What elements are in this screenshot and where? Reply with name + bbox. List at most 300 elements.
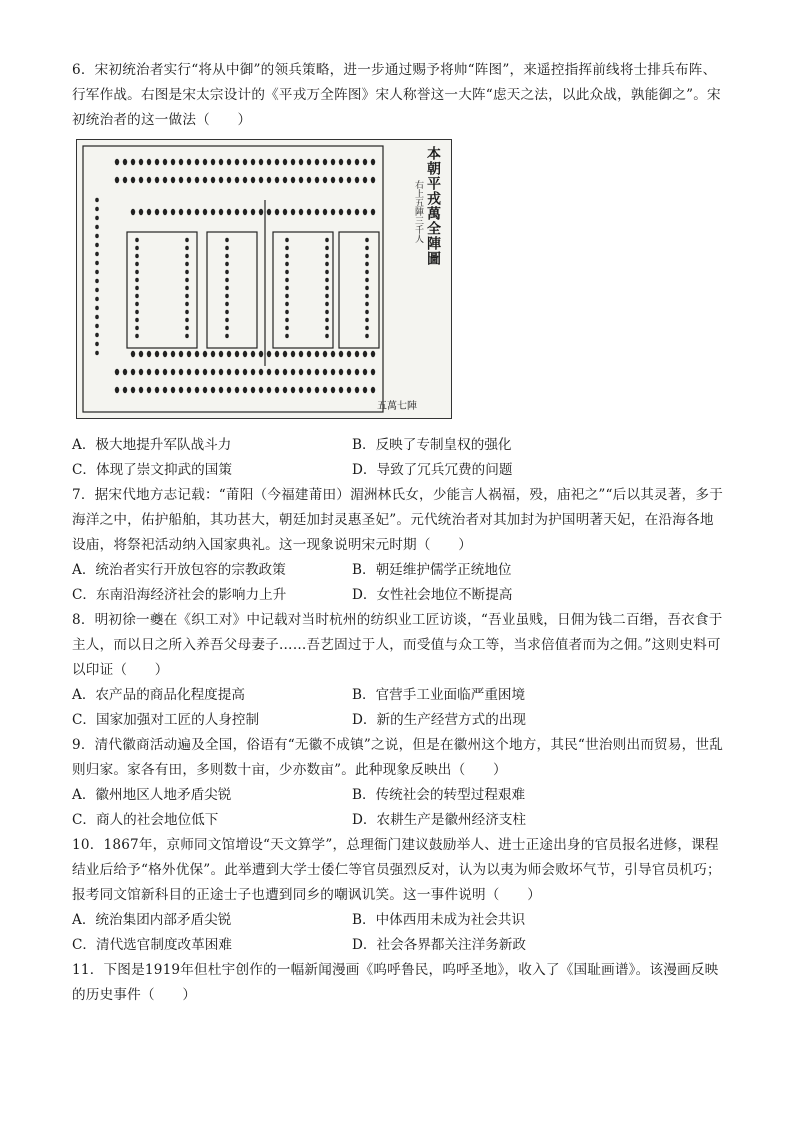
soldier-dot [285, 326, 289, 330]
soldier-dot [331, 351, 335, 357]
option-d[interactable]: D．女性社会地位不断提高 [352, 587, 513, 603]
soldier-dot [325, 246, 329, 250]
soldier-dot [251, 177, 255, 183]
option-a[interactable]: A．统治集团内部矛盾尖锐 [72, 912, 232, 928]
soldier-dot [243, 177, 247, 183]
option-d[interactable]: D．新的生产经营方式的出现 [352, 712, 527, 728]
soldier-dot [95, 261, 99, 265]
soldier-dot [323, 209, 327, 215]
soldier-dot [243, 369, 247, 375]
soldier-dot [251, 159, 255, 165]
soldier-dot [285, 318, 289, 322]
question-9-stem: 9．清代徽商活动遍及全国，俗语有“无徽不成镇”之说，但是在徽州这个地方，其民“世治则出而贸易，世乱则归家。家各有田，多则数十亩，少亦数亩”。此种现象反映出（ ） [72, 737, 724, 778]
soldier-dot [267, 351, 271, 357]
soldier-dot [195, 351, 199, 357]
soldier-dot [95, 297, 99, 301]
soldier-dot [331, 177, 335, 183]
soldier-dot [259, 209, 263, 215]
soldier-dot [123, 369, 127, 375]
soldier-dot [95, 351, 99, 355]
soldier-dot [347, 351, 351, 357]
soldier-dot [285, 334, 289, 338]
soldier-dot [155, 351, 159, 357]
soldier-dot [203, 387, 207, 393]
soldier-dot [285, 302, 289, 306]
soldier-dot [147, 369, 151, 375]
soldier-dot [147, 159, 151, 165]
question-7 [72, 483, 724, 608]
soldier-dot [365, 294, 369, 298]
soldier-dot [185, 254, 189, 258]
soldier-dot [211, 159, 215, 165]
soldier-dot [285, 246, 289, 250]
soldier-dot [355, 369, 359, 375]
soldier-dot [219, 387, 223, 393]
soldier-dot [179, 387, 183, 393]
soldier-dot [307, 159, 311, 165]
soldier-dot [285, 278, 289, 282]
soldier-dot [285, 262, 289, 266]
soldier-dot [185, 318, 189, 322]
soldier-dot [251, 387, 255, 393]
formation-drawing [77, 140, 451, 418]
question-10-stem: 10．1867年，京师同文馆增设“天文算学”，总理衙门建议鼓励举人、进士正途出身的官员报名进修，课程结业后给予“格外优保”。此举遭到大学士倭仁等官员强烈反对，认为以夷为师会败坏气节，引导官员机巧；报考同文馆新科目的正途士子也遭到同乡的嘲讽讥笑。这一事件说明（ ） [72, 837, 721, 903]
soldier-dot [139, 351, 143, 357]
soldier-dot [365, 286, 369, 290]
soldier-dot [365, 278, 369, 282]
soldier-dot [267, 209, 271, 215]
soldier-dot [325, 302, 329, 306]
soldier-dot [363, 209, 367, 215]
soldier-dot [185, 334, 189, 338]
soldier-dot [225, 318, 229, 322]
soldier-dot [251, 351, 255, 357]
soldier-dot [259, 351, 263, 357]
option-d[interactable]: D．农耕生产是徽州经济支柱 [352, 812, 527, 828]
soldier-dot [363, 159, 367, 165]
question-11-stem: 11．下图是1919年但杜宇创作的一幅新闻漫画《呜呼鲁民，呜呼圣地》，收入了《国耻画谱》。该漫画反映的历史事件（ ） [72, 962, 719, 1003]
soldier-dot [95, 270, 99, 274]
formation-block [339, 232, 379, 348]
soldier-dot [219, 369, 223, 375]
soldier-dot [275, 209, 279, 215]
soldier-dot [339, 387, 343, 393]
soldier-dot [227, 387, 231, 393]
soldier-dot [225, 310, 229, 314]
soldier-dot [139, 177, 143, 183]
soldier-dot [275, 177, 279, 183]
soldier-dot [211, 369, 215, 375]
soldier-dot [219, 159, 223, 165]
soldier-dot [135, 246, 139, 250]
question-7-stem: 7．据宋代地方志记载：“莆阳（今福建莆田）湄洲林氏女，少能言人祸福，殁，庙祀之”“后以其灵著，多于海洋之中，佑护船舶，其功甚大，朝廷加封灵惠圣妃”。元代统治者对其加封为护国明著天妃，在沿海各地设庙，将祭祀活动纳入国家典礼。这一现象说明宋元时期（ ） [72, 487, 724, 553]
soldier-dot [259, 387, 263, 393]
soldier-dot [323, 369, 327, 375]
option-c[interactable]: C．商人的社会地位低下 [72, 812, 219, 828]
soldier-dot [339, 177, 343, 183]
soldier-dot [227, 209, 231, 215]
question-8-options [72, 683, 724, 733]
soldier-dot [243, 351, 247, 357]
soldier-dot [225, 254, 229, 258]
soldier-dot [323, 159, 327, 165]
soldier-dot [95, 315, 99, 319]
soldier-dot [339, 369, 343, 375]
soldier-dot [195, 369, 199, 375]
soldier-dot [325, 262, 329, 266]
question-6-options [72, 433, 724, 483]
soldier-dot [283, 159, 287, 165]
soldier-dot [135, 270, 139, 274]
soldier-dot [235, 351, 239, 357]
option-c[interactable]: C．清代选官制度改革困难 [72, 937, 232, 953]
soldier-dot [267, 159, 271, 165]
soldier-dot [187, 387, 191, 393]
soldier-dot [95, 234, 99, 238]
soldier-dot [291, 177, 295, 183]
soldier-dot [171, 387, 175, 393]
soldier-dot [347, 177, 351, 183]
soldier-dot [371, 159, 375, 165]
option-b[interactable]: B．朝廷维护儒学正统地位 [352, 562, 512, 578]
soldier-dot [275, 351, 279, 357]
option-a[interactable]: A．极大地提升军队战斗力 [72, 437, 232, 453]
soldier-dot [135, 286, 139, 290]
soldier-dot [163, 387, 167, 393]
soldier-dot [347, 159, 351, 165]
soldier-dot [163, 351, 167, 357]
soldier-dot [219, 209, 223, 215]
soldier-dot [363, 369, 367, 375]
soldier-dot [131, 387, 135, 393]
soldier-dot [315, 351, 319, 357]
soldier-dot [307, 209, 311, 215]
soldier-dot [355, 387, 359, 393]
soldier-dot [131, 369, 135, 375]
soldier-dot [195, 177, 199, 183]
soldier-dot [147, 177, 151, 183]
option-b[interactable]: B．中体西用未成为社会共识 [352, 912, 526, 928]
soldier-dot [365, 262, 369, 266]
soldier-dot [299, 351, 303, 357]
soldier-dot [235, 387, 239, 393]
soldier-dot [95, 216, 99, 220]
question-9 [72, 733, 724, 833]
soldier-dot [283, 209, 287, 215]
soldier-dot [363, 177, 367, 183]
soldier-dot [155, 209, 159, 215]
soldier-dot [325, 294, 329, 298]
soldier-dot [171, 209, 175, 215]
soldier-dot [139, 209, 143, 215]
soldier-dot [283, 351, 287, 357]
soldier-dot [227, 177, 231, 183]
soldier-dot [179, 177, 183, 183]
soldier-dot [225, 326, 229, 330]
soldier-dot [139, 387, 143, 393]
soldier-dot [315, 159, 319, 165]
soldier-dot [155, 387, 159, 393]
soldier-dot [315, 369, 319, 375]
soldier-dot [147, 209, 151, 215]
soldier-dot [225, 238, 229, 242]
soldier-dot [171, 177, 175, 183]
soldier-dot [185, 294, 189, 298]
soldier-dot [185, 278, 189, 282]
soldier-dot [325, 270, 329, 274]
soldier-dot [131, 209, 135, 215]
soldier-dot [115, 177, 119, 183]
soldier-dot [235, 177, 239, 183]
soldier-dot [307, 387, 311, 393]
soldier-dot [163, 177, 167, 183]
soldier-dot [95, 207, 99, 211]
soldier-dot [195, 209, 199, 215]
soldier-dot [187, 177, 191, 183]
soldier-dot [325, 278, 329, 282]
soldier-dot [299, 209, 303, 215]
soldier-dot [371, 351, 375, 357]
soldier-dot [211, 351, 215, 357]
soldier-dot [135, 294, 139, 298]
soldier-dot [95, 306, 99, 310]
soldier-dot [135, 254, 139, 258]
soldier-dot [365, 334, 369, 338]
option-a[interactable]: A．统治者实行开放包容的宗教政策 [72, 562, 286, 578]
soldier-dot [325, 334, 329, 338]
soldier-dot [285, 270, 289, 274]
soldier-dot [363, 351, 367, 357]
soldier-dot [135, 262, 139, 266]
soldier-dot [95, 225, 99, 229]
soldier-dot [155, 177, 159, 183]
option-a[interactable]: A．徽州地区人地矛盾尖锐 [72, 787, 232, 803]
option-b[interactable]: B．传统社会的转型过程艰难 [352, 787, 526, 803]
soldier-dot [95, 198, 99, 202]
soldier-dot [195, 159, 199, 165]
option-c[interactable]: C．国家加强对工匠的人身控制 [72, 712, 260, 728]
soldier-dot [235, 209, 239, 215]
soldier-dot [225, 334, 229, 338]
soldier-dot [275, 369, 279, 375]
soldier-dot [211, 177, 215, 183]
soldier-dot [179, 159, 183, 165]
soldier-dot [291, 369, 295, 375]
soldier-dot [355, 177, 359, 183]
soldier-dot [203, 369, 207, 375]
soldier-dot [267, 177, 271, 183]
option-c[interactable]: C．东南沿海经济社会的影响力上升 [72, 587, 287, 603]
soldier-dot [259, 177, 263, 183]
soldier-dot [95, 288, 99, 292]
soldier-dot [135, 326, 139, 330]
soldier-dot [95, 342, 99, 346]
soldier-dot [187, 209, 191, 215]
soldier-dot [325, 310, 329, 314]
soldier-dot [365, 302, 369, 306]
soldier-dot [285, 310, 289, 314]
soldier-dot [95, 333, 99, 337]
soldier-dot [95, 324, 99, 328]
soldier-dot [371, 209, 375, 215]
soldier-dot [115, 159, 119, 165]
soldier-dot [323, 177, 327, 183]
soldier-dot [95, 243, 99, 247]
soldier-dot [291, 209, 295, 215]
soldier-dot [185, 270, 189, 274]
soldier-dot [163, 209, 167, 215]
soldier-dot [139, 369, 143, 375]
soldier-dot [135, 302, 139, 306]
soldier-dot [203, 209, 207, 215]
soldier-dot [355, 209, 359, 215]
soldier-dot [179, 351, 183, 357]
soldier-dot [283, 387, 287, 393]
soldier-dot [299, 159, 303, 165]
soldier-dot [185, 262, 189, 266]
soldier-dot [225, 262, 229, 266]
soldier-dot [227, 351, 231, 357]
soldier-dot [323, 387, 327, 393]
soldier-dot [131, 177, 135, 183]
formation-block [83, 146, 383, 412]
soldier-dot [365, 326, 369, 330]
soldier-dot [203, 177, 207, 183]
soldier-dot [267, 369, 271, 375]
soldier-dot [243, 209, 247, 215]
option-d[interactable]: D．导致了冗兵冗费的问题 [352, 462, 513, 478]
soldier-dot [291, 387, 295, 393]
soldier-dot [227, 159, 231, 165]
diagram-foot-label: 五萬七陣 [377, 401, 417, 412]
soldier-dot [325, 286, 329, 290]
soldier-dot [147, 387, 151, 393]
soldier-dot [315, 177, 319, 183]
soldier-dot [123, 177, 127, 183]
soldier-dot [371, 369, 375, 375]
soldier-dot [171, 369, 175, 375]
soldier-dot [299, 177, 303, 183]
soldier-dot [187, 351, 191, 357]
soldier-dot [347, 209, 351, 215]
soldier-dot [225, 286, 229, 290]
soldier-dot [235, 159, 239, 165]
soldier-dot [227, 369, 231, 375]
soldier-dot [115, 369, 119, 375]
option-b[interactable]: B．反映了专制皇权的强化 [352, 437, 512, 453]
soldier-dot [325, 238, 329, 242]
soldier-dot [323, 351, 327, 357]
soldier-dot [155, 369, 159, 375]
soldier-dot [259, 369, 263, 375]
soldier-dot [243, 387, 247, 393]
soldier-dot [339, 209, 343, 215]
soldier-dot [365, 246, 369, 250]
soldier-dot [347, 387, 351, 393]
soldier-dot [225, 302, 229, 306]
question-6-stem: 6．宋初统治者实行“将从中御”的领兵策略，进一步通过赐予将帅“阵图”，来遥控指挥前线将士排兵布阵、行军作战。右图是宋太宗设计的《平戎万全阵图》宋人称誉这一大阵“虑天之法，以此众战，孰能御之”。宋初统治者的这一做法（ ） [72, 62, 721, 128]
soldier-dot [285, 254, 289, 258]
diagram-title: 本朝平戎萬全陣圖 [425, 146, 441, 266]
soldier-dot [275, 159, 279, 165]
soldier-dot [283, 369, 287, 375]
soldier-dot [371, 387, 375, 393]
soldier-dot [299, 369, 303, 375]
soldier-dot [95, 279, 99, 283]
soldier-dot [365, 238, 369, 242]
soldier-dot [243, 159, 247, 165]
soldier-dot [187, 159, 191, 165]
soldier-dot [135, 318, 139, 322]
soldier-dot [267, 387, 271, 393]
soldier-dot [371, 177, 375, 183]
question-6 [72, 58, 724, 483]
soldier-dot [285, 286, 289, 290]
soldier-dot [131, 351, 135, 357]
question-10 [72, 833, 724, 958]
question-8 [72, 608, 724, 733]
soldier-dot [225, 246, 229, 250]
soldier-dot [355, 351, 359, 357]
soldier-dot [365, 310, 369, 314]
soldier-dot [291, 351, 295, 357]
soldier-dot [307, 351, 311, 357]
option-c[interactable]: C．体现了崇文抑武的国策 [72, 462, 232, 478]
soldier-dot [115, 387, 119, 393]
soldier-dot [325, 326, 329, 330]
soldier-dot [187, 369, 191, 375]
question-10-options [72, 908, 724, 958]
soldier-dot [259, 159, 263, 165]
soldier-dot [331, 387, 335, 393]
soldier-dot [211, 387, 215, 393]
soldier-dot [365, 318, 369, 322]
soldier-dot [131, 159, 135, 165]
soldier-dot [235, 369, 239, 375]
soldier-dot [135, 278, 139, 282]
soldier-dot [363, 387, 367, 393]
soldier-dot [331, 369, 335, 375]
soldier-dot [325, 254, 329, 258]
question-8-stem: 8．明初徐一夔在《织工对》中记载对当时杭州的纺织业工匠访谈，“吾业虽贱，日佣为钱二百缗，吾衣食于主人，而以日之所入养吾父母妻子……吾艺固过于人，而受值与众工等，当求倍值者而为之佣。”这则史料可以印证（ ） [72, 612, 723, 678]
formation-block [207, 232, 257, 348]
question-7-options [72, 558, 724, 608]
soldier-dot [185, 326, 189, 330]
option-a[interactable]: A．农产品的商品化程度提高 [72, 687, 245, 703]
soldier-dot [225, 294, 229, 298]
soldier-dot [315, 387, 319, 393]
soldier-dot [123, 159, 127, 165]
soldier-dot [299, 387, 303, 393]
soldier-dot [283, 177, 287, 183]
soldier-dot [203, 351, 207, 357]
soldier-dot [285, 294, 289, 298]
soldier-dot [171, 159, 175, 165]
option-d[interactable]: D．社会各界都关注洋务新政 [352, 937, 527, 953]
soldier-dot [365, 270, 369, 274]
soldier-dot [275, 387, 279, 393]
soldier-dot [185, 246, 189, 250]
soldier-dot [155, 159, 159, 165]
option-b[interactable]: B．官营手工业面临严重困境 [352, 687, 526, 703]
soldier-dot [95, 252, 99, 256]
soldier-dot [163, 369, 167, 375]
soldier-dot [331, 159, 335, 165]
soldier-dot [325, 318, 329, 322]
soldier-dot [135, 238, 139, 242]
battle-formation-diagram [76, 139, 452, 419]
soldier-dot [347, 369, 351, 375]
